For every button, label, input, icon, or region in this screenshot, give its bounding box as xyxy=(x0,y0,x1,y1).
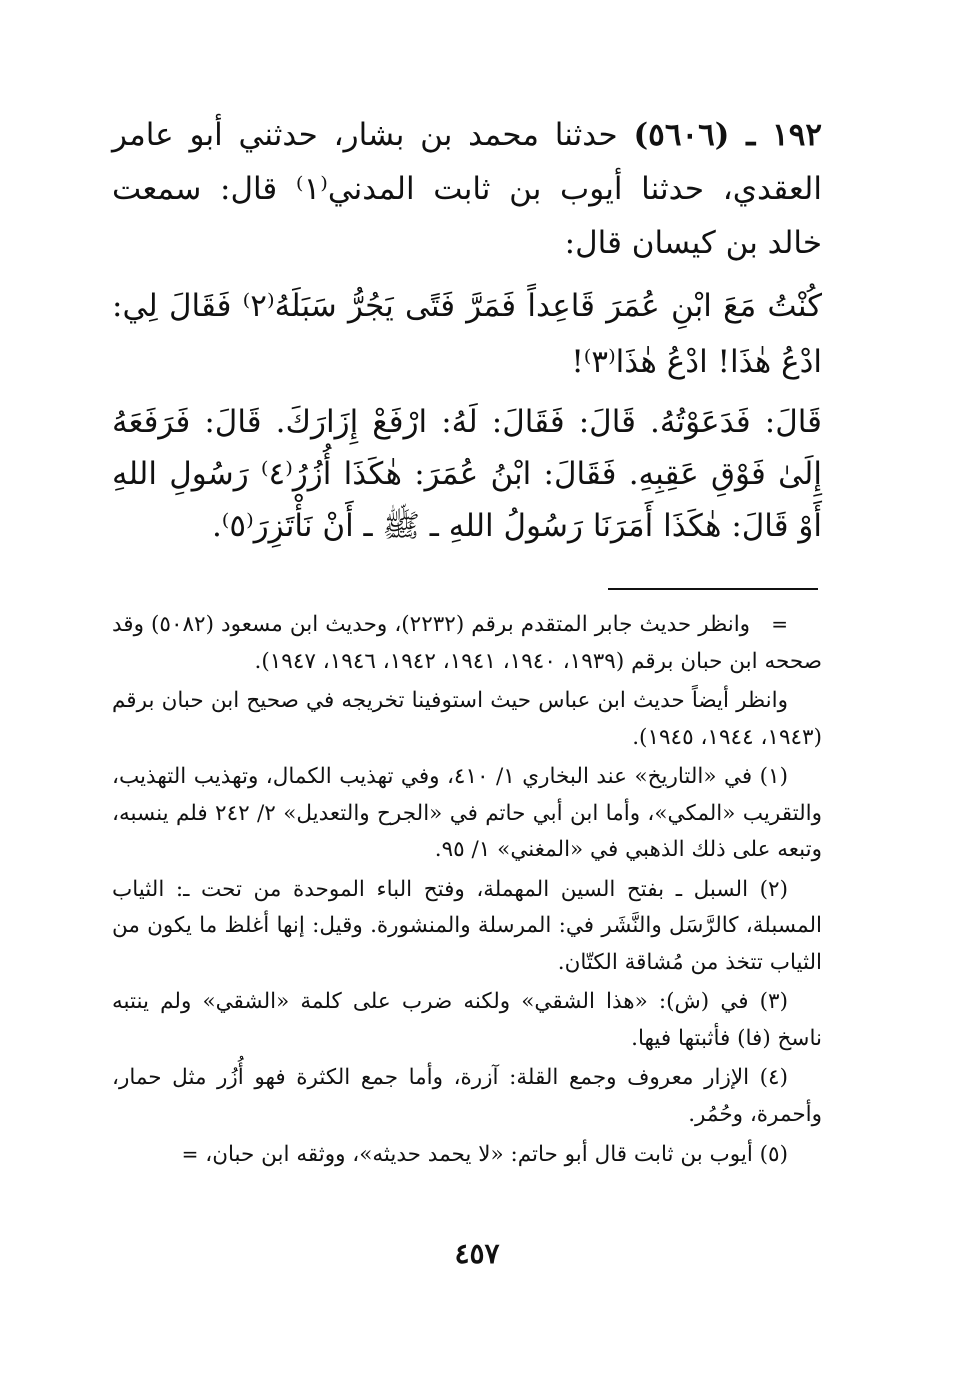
footnote-continuation-2: وانظر أيضاً حديث ابن عباس حيث استوفينا تخريجه في صحيح ابن حبان برقم (١٩٤٣، ١٩٤٤، ١٩٤٥). xyxy=(112,688,822,750)
footnote-separator xyxy=(608,588,818,590)
page-number: ٤٥٧ xyxy=(454,1237,500,1270)
continuation-start-mark: = xyxy=(771,612,788,636)
footnote-2: (٢) السبل ـ بفتح السين المهملة، وفتح الباء الموحدة من تحت ـ: الثياب المسبلة، كالرَّسَل والنَّشَر في: المرسلة والمنشورة. وقيل: إنها أغلظ ما يكون من الثياب تتخذ من مُشاقة الكتّان. xyxy=(112,876,822,975)
hadith-isnad-paragraph xyxy=(112,108,822,270)
footnote-5-text: (٥) أيوب بن ثابت قال أبو حاتم: «لا يحمد حديثه»، ووثقه ابن حبان، xyxy=(205,1142,788,1167)
footnote-4: (٤) الإزار معروف وجمع القلة: آزرة، وأما جمع الكثرة فهو أُزُر مثل حمار، وأحمرة، وحُمُر. xyxy=(112,1065,822,1127)
footnote-continuation-1-text: وانظر حديث جابر المتقدم برقم (٢٢٣٢)، وحديث ابن مسعود (٥٠٨٢) وقد صححه ابن حبان برقم (١٩٣٩، ١٩٤٠، ١٩٤١، ١٩٤٢، ١٩٤٦، ١٩٤٧). xyxy=(112,612,822,674)
hadith-isnad: حدثنا محمد بن بشار، حدثني أبو عامر العقدي، حدثنا أيوب بن ثابت المدني⁽١⁾ قال: سمعت خالد بن كيسان قال: xyxy=(112,117,822,261)
continuation-end-mark: = xyxy=(181,1142,199,1166)
footnotes-section xyxy=(112,606,822,1177)
footnote-1: (١) في «التاريخ» عند البخاري ١/ ٤١٠، وفي تهذيب الكمال، وتهذيب التهذيب، والتقريب «المكي»، وأما ابن أبي حاتم في «الجرح والتعديل» ٢/ ٢٤٢ فلم ينسبه، وتبعه على ذلك الذهبي في «المغني» ١/ ٩٥. xyxy=(112,764,823,862)
footnote-5 xyxy=(112,1136,822,1174)
hadith-matn-paragraph-1: كُنْتُ مَعَ ابْنِ عُمَرَ قَاعِداً فَمَرَّ فَتًى يَجُرُّ سَبَلَهُ⁽٢⁾ فَقَالَ لِي: ادْعُ هٰذَا! ادْعُ هٰذَا⁽٣⁾! xyxy=(112,288,822,380)
hadith-matn-paragraph-2: قَالَ: فَدَعَوْتُهُ. قَالَ: فَقَالَ: لَهُ: ارْفَعْ إِزَارَكَ. قَالَ: فَرَفَعَهُ إِلَىٰ فَوْقِ عَقِبِهِ. فَقَالَ: ابْنُ عُمَرَ: هٰكَذَا أُزُرُ⁽٤⁾ رَسُولِ اللهِ أَوْ قَالَ: هٰكَذَا أَمَرَنَا رَسُولُ اللهِ ـ ﷺ ـ أَنْ نَأْتَزِرَ⁽٥⁾. xyxy=(112,404,822,544)
footnote-continuation-1 xyxy=(112,606,822,680)
hadith-number: ١٩٢ ـ (٥٦٠٦) xyxy=(633,117,822,153)
footnote-3: (٣) في (ش): «هذا الشقي» ولكنه ضرب على كلمة «الشقي» ولم ينتبه ناسخ (فا) فأثبتها فيها. xyxy=(112,989,822,1051)
